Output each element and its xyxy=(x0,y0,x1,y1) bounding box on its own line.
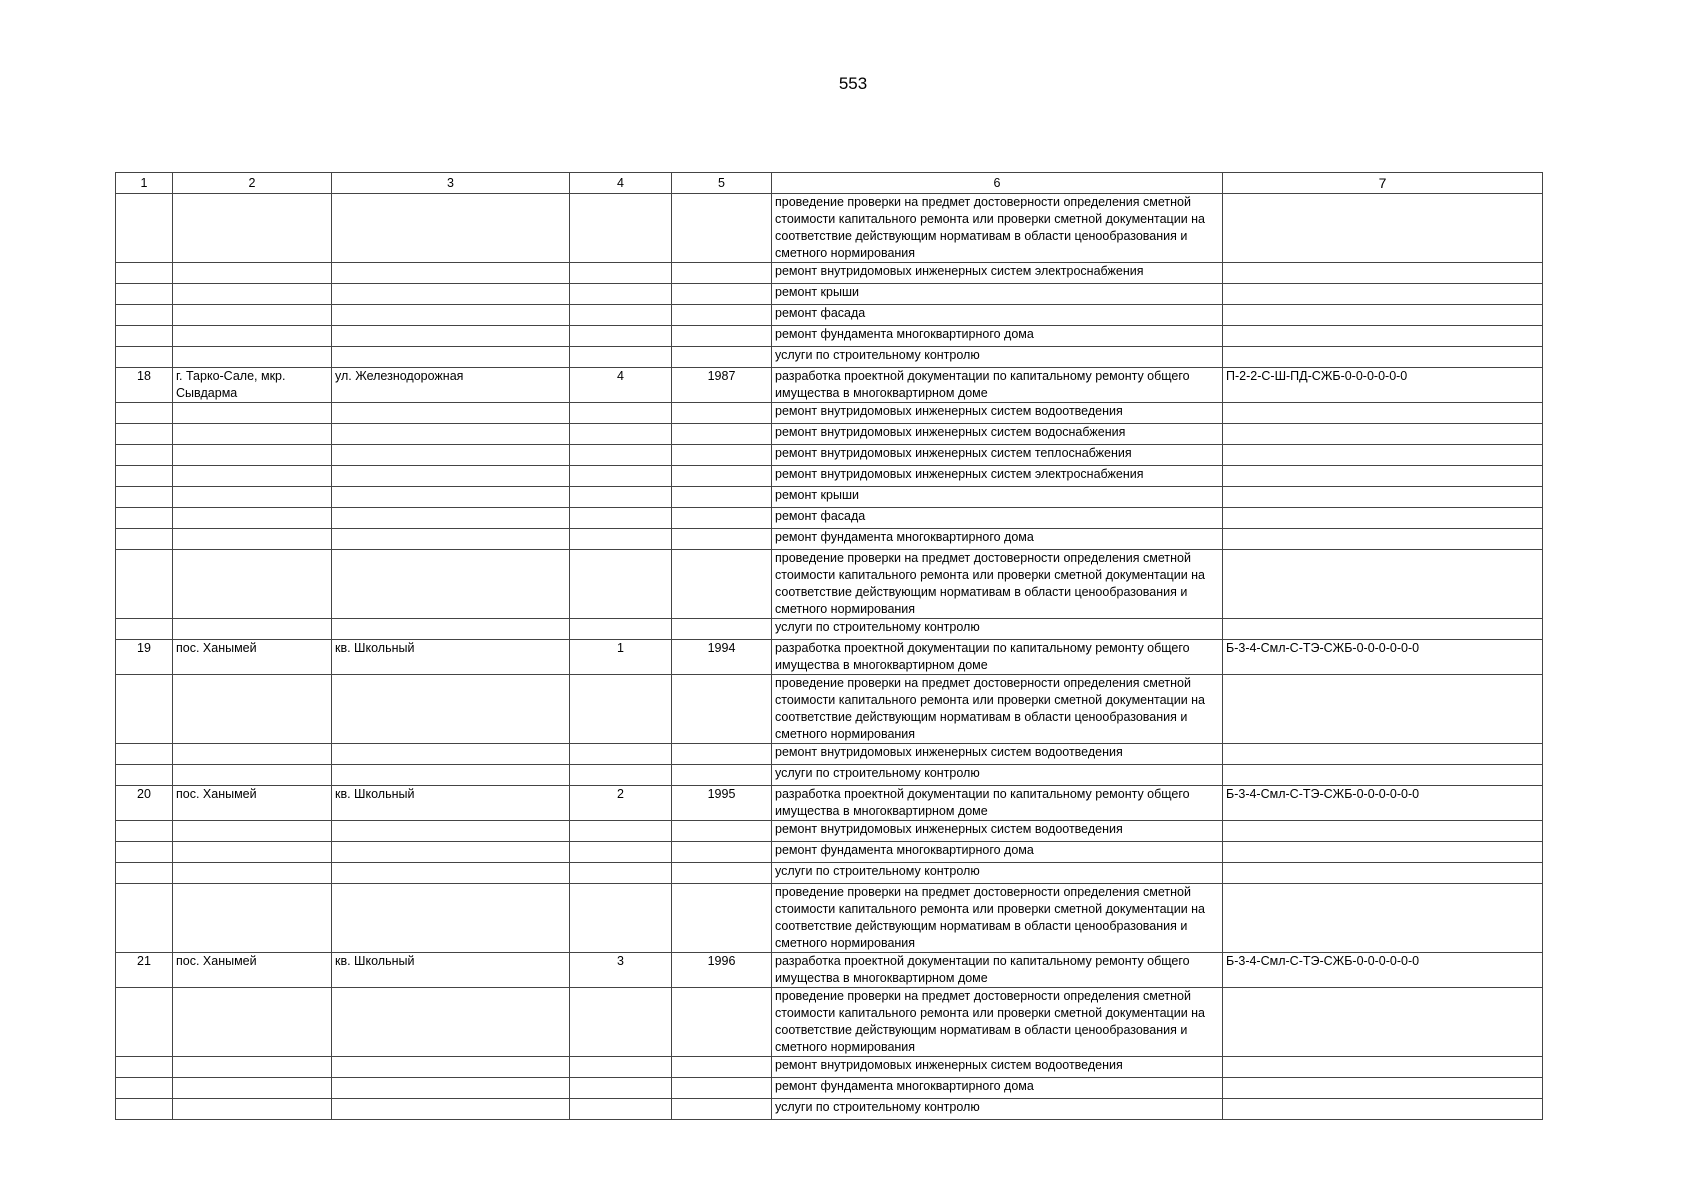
cell-locality: г. Тарко-Сале, мкр. Сывдарма xyxy=(173,368,332,403)
cell-work-type: ремонт крыши xyxy=(772,284,1223,305)
header-col-6: 6 xyxy=(772,173,1223,194)
cell-locality xyxy=(173,619,332,640)
cell-street xyxy=(332,263,570,284)
cell-work-type: услуги по строительному контролю xyxy=(772,765,1223,786)
cell-year xyxy=(672,487,772,508)
cell-year xyxy=(672,403,772,424)
cell-work-type: услуги по строительному контролю xyxy=(772,863,1223,884)
cell-year xyxy=(672,765,772,786)
cell-locality: пос. Ханымей xyxy=(173,640,332,675)
cell-number xyxy=(116,988,173,1057)
cell-year: 1996 xyxy=(672,953,772,988)
cell-locality xyxy=(173,675,332,744)
cell-code xyxy=(1223,466,1543,487)
cell-code xyxy=(1223,445,1543,466)
cell-work-type: ремонт фасада xyxy=(772,508,1223,529)
table-row xyxy=(116,508,1543,529)
cell-street xyxy=(332,424,570,445)
cell-year xyxy=(672,884,772,953)
cell-locality xyxy=(173,347,332,368)
cell-number xyxy=(116,194,173,263)
cell-work-type: проведение проверки на предмет достоверности определения сметной стоимости капитального ремонта или проверки сметной документации на соответствие действующим нормативам в области ценообразования и сметного нормирования xyxy=(772,988,1223,1057)
cell-year: 1987 xyxy=(672,368,772,403)
cell-house xyxy=(570,284,672,305)
cell-work-type: ремонт фундамента многоквартирного дома xyxy=(772,529,1223,550)
cell-work-type: проведение проверки на предмет достоверности определения сметной стоимости капитального ремонта или проверки сметной документации на соответствие действующим нормативам в области ценообразования и сметного нормирования xyxy=(772,194,1223,263)
cell-work-type: ремонт фундамента многоквартирного дома xyxy=(772,326,1223,347)
cell-work-type: проведение проверки на предмет достоверности определения сметной стоимости капитального ремонта или проверки сметной документации на соответствие действующим нормативам в области ценообразования и сметного нормирования xyxy=(772,550,1223,619)
cell-year xyxy=(672,326,772,347)
cell-street xyxy=(332,765,570,786)
cell-house xyxy=(570,1099,672,1120)
cell-work-type: ремонт фундамента многоквартирного дома xyxy=(772,842,1223,863)
cell-number xyxy=(116,529,173,550)
table-row xyxy=(116,619,1543,640)
cell-work-type: разработка проектной документации по капитальному ремонту общего имущества в многоквартирном доме xyxy=(772,953,1223,988)
cell-locality xyxy=(173,550,332,619)
cell-number: 18 xyxy=(116,368,173,403)
cell-street xyxy=(332,863,570,884)
cell-code: Б-3-4-Смл-С-ТЭ-СЖБ-0-0-0-0-0-0 xyxy=(1223,640,1543,675)
cell-house: 1 xyxy=(570,640,672,675)
cell-locality xyxy=(173,424,332,445)
cell-street xyxy=(332,1057,570,1078)
cell-code xyxy=(1223,842,1543,863)
cell-number: 19 xyxy=(116,640,173,675)
cell-code xyxy=(1223,821,1543,842)
cell-number xyxy=(116,842,173,863)
cell-locality xyxy=(173,263,332,284)
cell-locality xyxy=(173,326,332,347)
cell-locality xyxy=(173,466,332,487)
cell-street xyxy=(332,842,570,863)
cell-locality xyxy=(173,842,332,863)
cell-number xyxy=(116,305,173,326)
cell-house xyxy=(570,445,672,466)
cell-year: 1995 xyxy=(672,786,772,821)
cell-house xyxy=(570,550,672,619)
cell-house: 4 xyxy=(570,368,672,403)
cell-code xyxy=(1223,347,1543,368)
cell-locality: пос. Ханымей xyxy=(173,953,332,988)
cell-house xyxy=(570,619,672,640)
cell-locality xyxy=(173,445,332,466)
cell-street xyxy=(332,1078,570,1099)
cell-number xyxy=(116,347,173,368)
cell-code xyxy=(1223,263,1543,284)
cell-house xyxy=(570,508,672,529)
cell-work-type: ремонт крыши xyxy=(772,487,1223,508)
table-row xyxy=(116,445,1543,466)
cell-work-type: разработка проектной документации по капитальному ремонту общего имущества в многоквартирном доме xyxy=(772,368,1223,403)
cell-locality xyxy=(173,744,332,765)
cell-locality xyxy=(173,284,332,305)
cell-house xyxy=(570,988,672,1057)
cell-house xyxy=(570,466,672,487)
cell-street xyxy=(332,1099,570,1120)
cell-code xyxy=(1223,305,1543,326)
cell-year xyxy=(672,863,772,884)
cell-year xyxy=(672,821,772,842)
cell-house xyxy=(570,403,672,424)
cell-year xyxy=(672,347,772,368)
cell-house xyxy=(570,194,672,263)
table-row xyxy=(116,284,1543,305)
cell-locality xyxy=(173,1099,332,1120)
page-number: 553 xyxy=(838,74,868,93)
cell-locality xyxy=(173,821,332,842)
cell-house xyxy=(570,884,672,953)
cell-code xyxy=(1223,863,1543,884)
cell-work-type: ремонт внутридомовых инженерных систем водоотведения xyxy=(772,403,1223,424)
cell-number xyxy=(116,466,173,487)
cell-number xyxy=(116,326,173,347)
cell-year xyxy=(672,1057,772,1078)
cell-year xyxy=(672,508,772,529)
cell-year xyxy=(672,466,772,487)
cell-house xyxy=(570,424,672,445)
cell-street xyxy=(332,550,570,619)
table-row xyxy=(116,821,1543,842)
cell-code xyxy=(1223,675,1543,744)
cell-house xyxy=(570,1057,672,1078)
cell-house xyxy=(570,863,672,884)
cell-street xyxy=(332,675,570,744)
cell-work-type: ремонт внутридомовых инженерных систем электроснабжения xyxy=(772,466,1223,487)
cell-street xyxy=(332,466,570,487)
cell-locality xyxy=(173,529,332,550)
header-col-7: 7 xyxy=(1223,173,1543,194)
cell-code xyxy=(1223,424,1543,445)
cell-number xyxy=(116,884,173,953)
cell-house xyxy=(570,347,672,368)
table-row xyxy=(116,1099,1543,1120)
cell-number xyxy=(116,403,173,424)
table-row xyxy=(116,403,1543,424)
cell-code xyxy=(1223,284,1543,305)
table-row xyxy=(116,550,1543,619)
cell-locality: пос. Ханымей xyxy=(173,786,332,821)
cell-year xyxy=(672,842,772,863)
table-row xyxy=(116,368,1543,403)
cell-year xyxy=(672,284,772,305)
cell-locality xyxy=(173,403,332,424)
cell-work-type: ремонт внутридомовых инженерных систем водоотведения xyxy=(772,821,1223,842)
cell-year xyxy=(672,424,772,445)
cell-street xyxy=(332,305,570,326)
table-row xyxy=(116,487,1543,508)
cell-number xyxy=(116,424,173,445)
cell-year: 1994 xyxy=(672,640,772,675)
cell-year xyxy=(672,1099,772,1120)
cell-locality xyxy=(173,1078,332,1099)
cell-street: ул. Железнодорожная xyxy=(332,368,570,403)
cell-street xyxy=(332,508,570,529)
table-row xyxy=(116,347,1543,368)
cell-code xyxy=(1223,326,1543,347)
cell-work-type: услуги по строительному контролю xyxy=(772,619,1223,640)
cell-code xyxy=(1223,988,1543,1057)
cell-street xyxy=(332,619,570,640)
table-row xyxy=(116,786,1543,821)
table-row xyxy=(116,1057,1543,1078)
cell-street: кв. Школьный xyxy=(332,786,570,821)
table-row xyxy=(116,424,1543,445)
cell-locality xyxy=(173,988,332,1057)
cell-house xyxy=(570,744,672,765)
cell-street xyxy=(332,821,570,842)
cell-code xyxy=(1223,884,1543,953)
cell-house xyxy=(570,675,672,744)
cell-code: П-2-2-С-Ш-ПД-СЖБ-0-0-0-0-0-0 xyxy=(1223,368,1543,403)
cell-code xyxy=(1223,1078,1543,1099)
cell-code xyxy=(1223,619,1543,640)
cell-year xyxy=(672,988,772,1057)
table-row xyxy=(116,305,1543,326)
cell-house xyxy=(570,529,672,550)
cell-street: кв. Школьный xyxy=(332,640,570,675)
cell-work-type: ремонт внутридомовых инженерных систем водоснабжения xyxy=(772,424,1223,445)
cell-street: кв. Школьный xyxy=(332,953,570,988)
header-col-1: 1 xyxy=(116,173,173,194)
cell-number xyxy=(116,1078,173,1099)
cell-year xyxy=(672,445,772,466)
table-row xyxy=(116,466,1543,487)
cell-locality xyxy=(173,1057,332,1078)
cell-work-type: разработка проектной документации по капитальному ремонту общего имущества в многоквартирном доме xyxy=(772,786,1223,821)
cell-number xyxy=(116,744,173,765)
cell-code: Б-3-4-Смл-С-ТЭ-СЖБ-0-0-0-0-0-0 xyxy=(1223,786,1543,821)
cell-code: Б-3-4-Смл-С-ТЭ-СЖБ-0-0-0-0-0-0 xyxy=(1223,953,1543,988)
cell-locality xyxy=(173,884,332,953)
cell-work-type: ремонт внутридомовых инженерных систем водоотведения xyxy=(772,1057,1223,1078)
cell-code xyxy=(1223,765,1543,786)
cell-street xyxy=(332,194,570,263)
cell-house xyxy=(570,305,672,326)
cell-year xyxy=(672,550,772,619)
cell-locality xyxy=(173,194,332,263)
cell-number xyxy=(116,863,173,884)
cell-number xyxy=(116,550,173,619)
cell-locality xyxy=(173,765,332,786)
cell-locality xyxy=(173,863,332,884)
table-row xyxy=(116,326,1543,347)
table-row xyxy=(116,263,1543,284)
cell-street xyxy=(332,284,570,305)
cell-year xyxy=(672,675,772,744)
cell-work-type: разработка проектной документации по капитальному ремонту общего имущества в многоквартирном доме xyxy=(772,640,1223,675)
cell-work-type: ремонт фундамента многоквартирного дома xyxy=(772,1078,1223,1099)
cell-number xyxy=(116,263,173,284)
cell-street xyxy=(332,884,570,953)
header-col-4: 4 xyxy=(570,173,672,194)
header-col-2: 2 xyxy=(173,173,332,194)
cell-house xyxy=(570,263,672,284)
table-row xyxy=(116,640,1543,675)
table-body xyxy=(116,194,1543,1120)
table-row xyxy=(116,194,1543,263)
cell-code xyxy=(1223,550,1543,619)
cell-code xyxy=(1223,194,1543,263)
cell-work-type: ремонт внутридомовых инженерных систем электроснабжения xyxy=(772,263,1223,284)
cell-year xyxy=(672,305,772,326)
cell-house: 2 xyxy=(570,786,672,821)
cell-work-type: услуги по строительному контролю xyxy=(772,1099,1223,1120)
cell-code xyxy=(1223,1057,1543,1078)
cell-house xyxy=(570,487,672,508)
cell-code xyxy=(1223,1099,1543,1120)
header-row xyxy=(116,173,1543,194)
cell-street xyxy=(332,988,570,1057)
table-row xyxy=(116,1078,1543,1099)
table-row xyxy=(116,953,1543,988)
cell-number xyxy=(116,1099,173,1120)
table-row xyxy=(116,744,1543,765)
table-row xyxy=(116,863,1543,884)
cell-number: 21 xyxy=(116,953,173,988)
cell-house xyxy=(570,326,672,347)
cell-year xyxy=(672,263,772,284)
cell-number xyxy=(116,508,173,529)
table-row xyxy=(116,988,1543,1057)
cell-work-type: услуги по строительному контролю xyxy=(772,347,1223,368)
cell-number xyxy=(116,487,173,508)
cell-street xyxy=(332,744,570,765)
cell-number xyxy=(116,765,173,786)
cell-number xyxy=(116,619,173,640)
cell-year xyxy=(672,194,772,263)
cell-street xyxy=(332,326,570,347)
cell-house xyxy=(570,765,672,786)
header-col-3: 3 xyxy=(332,173,570,194)
cell-code xyxy=(1223,529,1543,550)
cell-number: 20 xyxy=(116,786,173,821)
cell-work-type: проведение проверки на предмет достоверности определения сметной стоимости капитального ремонта или проверки сметной документации на соответствие действующим нормативам в области ценообразования и сметного нормирования xyxy=(772,675,1223,744)
cell-year xyxy=(672,529,772,550)
cell-number xyxy=(116,445,173,466)
repair-program-table xyxy=(115,172,1543,1120)
cell-year xyxy=(672,744,772,765)
cell-code xyxy=(1223,487,1543,508)
cell-work-type: ремонт фасада xyxy=(772,305,1223,326)
cell-house xyxy=(570,842,672,863)
table-row xyxy=(116,765,1543,786)
cell-street xyxy=(332,403,570,424)
table-row xyxy=(116,884,1543,953)
cell-number xyxy=(116,284,173,305)
cell-house xyxy=(570,821,672,842)
cell-house: 3 xyxy=(570,953,672,988)
cell-house xyxy=(570,1078,672,1099)
cell-work-type: проведение проверки на предмет достоверности определения сметной стоимости капитального ремонта или проверки сметной документации на соответствие действующим нормативам в области ценообразования и сметного нормирования xyxy=(772,884,1223,953)
cell-code xyxy=(1223,508,1543,529)
cell-year xyxy=(672,1078,772,1099)
table-row xyxy=(116,529,1543,550)
cell-number xyxy=(116,675,173,744)
cell-work-type: ремонт внутридомовых инженерных систем водоотведения xyxy=(772,744,1223,765)
cell-code xyxy=(1223,744,1543,765)
cell-street xyxy=(332,347,570,368)
cell-number xyxy=(116,821,173,842)
cell-code xyxy=(1223,403,1543,424)
cell-year xyxy=(672,619,772,640)
cell-street xyxy=(332,529,570,550)
cell-street xyxy=(332,445,570,466)
cell-work-type: ремонт внутридомовых инженерных систем теплоснабжения xyxy=(772,445,1223,466)
cell-number xyxy=(116,1057,173,1078)
cell-street xyxy=(332,487,570,508)
table-row xyxy=(116,675,1543,744)
cell-locality xyxy=(173,305,332,326)
cell-locality xyxy=(173,508,332,529)
header-col-5: 5 xyxy=(672,173,772,194)
table-row xyxy=(116,842,1543,863)
cell-locality xyxy=(173,487,332,508)
